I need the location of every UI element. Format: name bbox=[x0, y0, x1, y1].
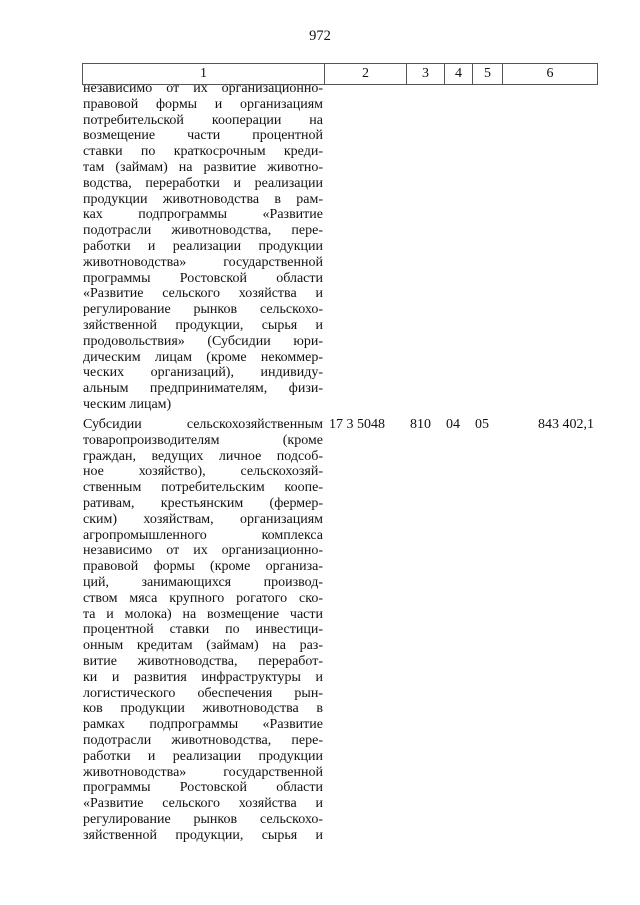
text-line: агропромышленного комплекса bbox=[83, 527, 323, 543]
table-row-2-description bbox=[83, 417, 323, 844]
table-row-1-description bbox=[83, 81, 323, 413]
text-line: подотрасли животноводства, пере- bbox=[83, 223, 323, 239]
subsection: 05 bbox=[475, 417, 489, 432]
text-line: зяйственной продукции, сырья и bbox=[83, 827, 323, 843]
text-line: ках подпрограммы «Развитие bbox=[83, 207, 323, 223]
expense-type: 810 bbox=[410, 417, 431, 432]
text-line: водства, переработки и реализации bbox=[83, 175, 323, 191]
text-line: подотрасли животноводства, пере- bbox=[83, 732, 323, 748]
text-line: «Развитие сельского хозяйства и bbox=[83, 796, 323, 812]
text-line: «Развитие сельского хозяйства и bbox=[83, 286, 323, 302]
text-line: правовой формы (кроме организа- bbox=[83, 559, 323, 575]
text-line: правовой формы и организациям bbox=[83, 96, 323, 112]
section: 04 bbox=[446, 417, 460, 432]
header-col-4: 4 bbox=[445, 64, 473, 84]
text-line: ством мяса крупного рогатого ско- bbox=[83, 590, 323, 606]
text-line: программы Ростовской области bbox=[83, 780, 323, 796]
text-line: там (займам) на развитие животно- bbox=[83, 159, 323, 175]
header-col-6: 6 bbox=[546, 66, 554, 81]
text-line: ставки по краткосрочным креди- bbox=[83, 144, 323, 160]
text-line: ческих организаций), индивиду- bbox=[83, 365, 323, 381]
text-line: независимо от их организационно- bbox=[83, 543, 323, 559]
text-line: потребительской кооперации на bbox=[83, 112, 323, 128]
text-line: продовольствия» (Субсидии юри- bbox=[83, 333, 323, 349]
text-line: работки и реализации продукции bbox=[83, 748, 323, 764]
text-line: процентной ставки по инвестици- bbox=[83, 622, 323, 638]
text-line: животноводства» государственной bbox=[83, 254, 323, 270]
text-line: регулирование рынков сельскохо- bbox=[83, 302, 323, 318]
page-number: 972 bbox=[309, 28, 331, 44]
text-line: программы Ростовской области bbox=[83, 270, 323, 286]
header-col-5: 5 bbox=[473, 64, 503, 84]
text-line: зяйственной продукции, сырья и bbox=[83, 317, 323, 333]
text-line: ки и развития инфраструктуры и bbox=[83, 669, 323, 685]
target-code: 17 3 5048 bbox=[329, 417, 385, 432]
text-line: Субсидии сельскохозяйственным bbox=[83, 417, 323, 432]
text-line: ций, занимающихся производ- bbox=[83, 574, 323, 590]
text-line: ским) хозяйствам, организациям bbox=[83, 511, 323, 527]
text-line: животноводства» государственной bbox=[83, 764, 323, 780]
header-col-1: 1 bbox=[83, 64, 325, 84]
text-line: независимо от их организационно- bbox=[83, 81, 323, 96]
text-line: ное хозяйство), сельскохозяй- bbox=[83, 464, 323, 480]
text-line: граждан, ведущих личное подсоб- bbox=[83, 448, 323, 464]
text-line: работки и реализации продукции bbox=[83, 238, 323, 254]
text-line: витие животноводства, переработ- bbox=[83, 653, 323, 669]
text-line: ративам, крестьянским (фермер- bbox=[83, 495, 323, 511]
text-line: ков продукции животноводства в bbox=[83, 701, 323, 717]
text-line: ческим лицам) bbox=[83, 396, 172, 412]
text-line: регулирование рынков сельскохо- bbox=[83, 811, 323, 827]
text-line: логистического обеспечения рын- bbox=[83, 685, 323, 701]
amount: 843 402,1 bbox=[538, 417, 594, 432]
text-line: онным кредитам (займам) на раз- bbox=[83, 638, 323, 654]
text-line: продукции животноводства в рам- bbox=[83, 191, 323, 207]
text-line: ственным потребительским коопе- bbox=[83, 480, 323, 496]
text-line: товаропроизводителям (кроме bbox=[83, 432, 323, 448]
header-col-2: 2 bbox=[325, 64, 407, 84]
text-line: альным предпринимателям, физи- bbox=[83, 381, 323, 397]
text-line: возмещение части процентной bbox=[83, 128, 323, 144]
header-col-3: 3 bbox=[407, 64, 445, 84]
text-line: рамках подпрограммы «Развитие bbox=[83, 717, 323, 733]
text-line: дическим лицам (кроме некоммер- bbox=[83, 349, 323, 365]
text-line: та и молока) на возмещение части bbox=[83, 606, 323, 622]
